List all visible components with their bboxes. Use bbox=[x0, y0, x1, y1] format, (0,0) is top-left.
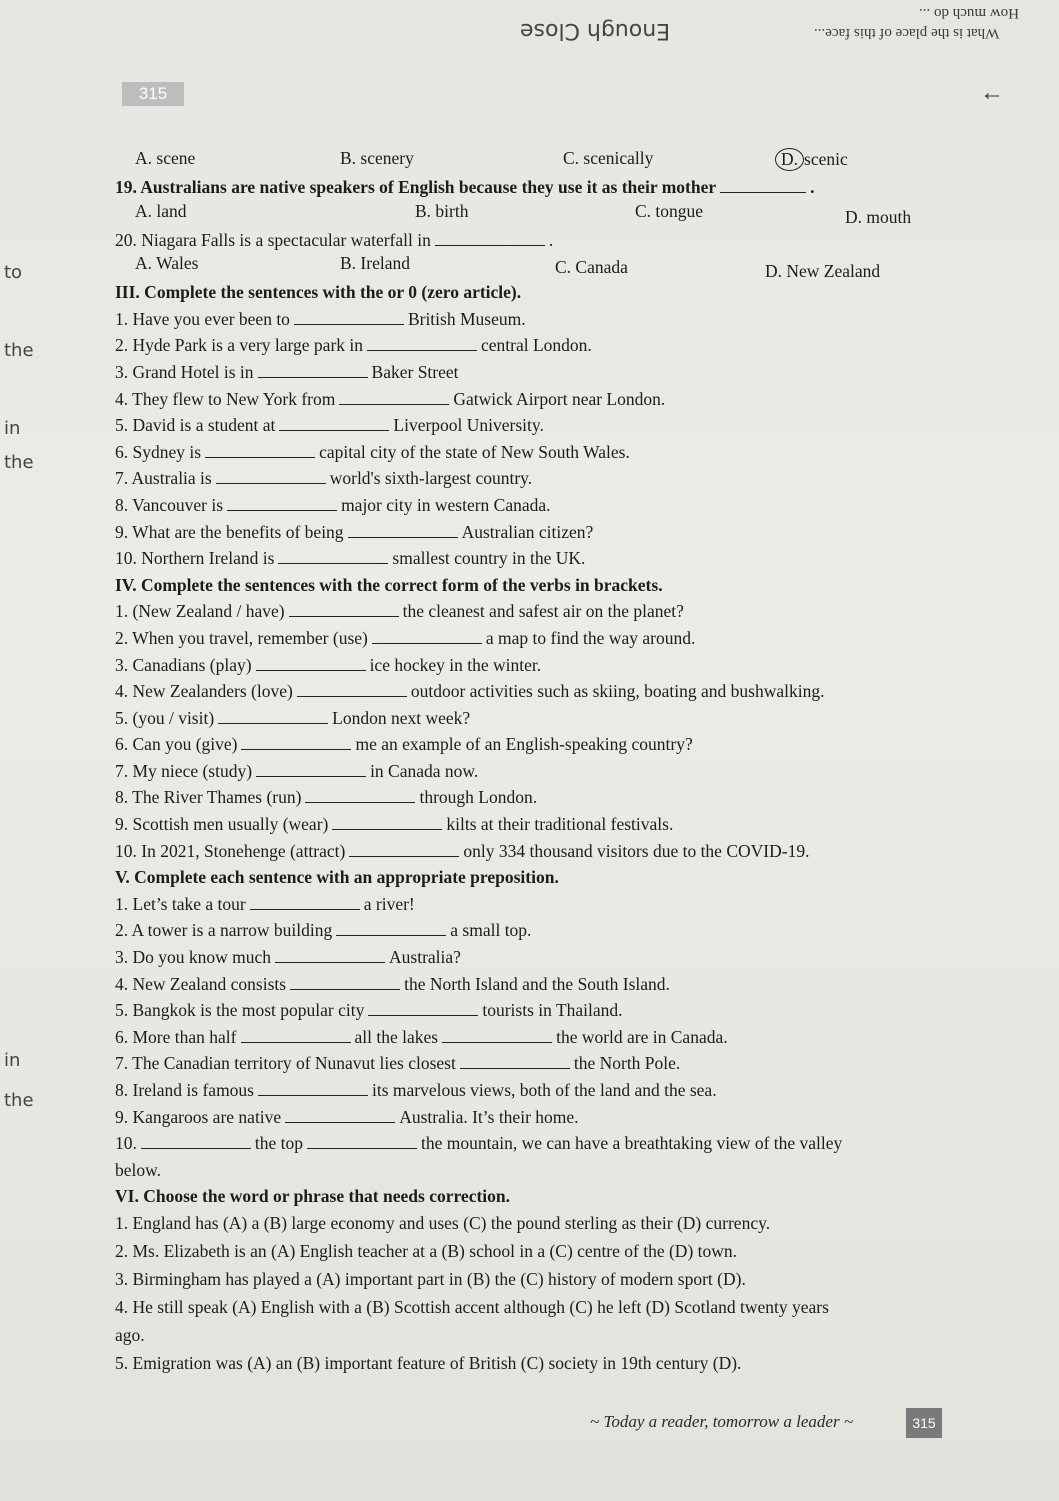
list-item: 1. Let’s take a tour a river! bbox=[115, 893, 415, 914]
handwriting-note: Enough Close bbox=[520, 18, 671, 43]
list-item: 8. The River Thames (run) through London. bbox=[115, 787, 538, 808]
option-a[interactable]: A. Wales bbox=[135, 253, 199, 274]
page-number-bottom: 315 bbox=[906, 1408, 942, 1438]
list-item: 4. They flew to New York from Gatwick Airport near London. bbox=[115, 388, 666, 409]
list-item: 2. Hyde Park is a very large park in central London. bbox=[115, 335, 592, 356]
footer-motto: ~ Today a reader, tomorrow a leader ~ bbox=[590, 1412, 854, 1431]
section-3-items bbox=[115, 306, 975, 572]
list-item: 1. England has (A) a (B) large economy and uses (C) the pound sterling as their (D) currency. bbox=[115, 1212, 771, 1233]
margin-note: in bbox=[4, 418, 21, 439]
section-5-title: V. Complete each sentence with an appropriate preposition. bbox=[115, 867, 559, 888]
section-3-title: III. Complete the sentences with the or 0 (zero article). bbox=[115, 282, 522, 303]
list-item: 2. A tower is a narrow building a small top. bbox=[115, 920, 532, 941]
q19-options bbox=[115, 201, 975, 227]
section-6-title: VI. Choose the word or phrase that needs correction. bbox=[115, 1186, 511, 1207]
list-item: 3. Do you know much Australia? bbox=[115, 947, 461, 968]
top-text-1: How much do ... bbox=[919, 5, 1019, 21]
list-item: 5. (you / visit) London next week? bbox=[115, 707, 471, 728]
list-item: 9. Scottish men usually (wear) kilts at their traditional festivals. bbox=[115, 814, 674, 835]
option-b[interactable]: B. Ireland bbox=[340, 253, 410, 274]
q19-question: 19. Australians are native speakers of English because they use it as their mother . bbox=[115, 177, 815, 197]
option-a[interactable]: A. scene bbox=[135, 148, 196, 168]
list-item: 1. (New Zealand / have) the cleanest and safest air on the planet? bbox=[115, 601, 684, 622]
section-5-items bbox=[115, 891, 975, 1184]
option-a[interactable]: A. land bbox=[135, 200, 187, 221]
list-item: 10. In 2021, Stonehenge (attract) only 334 thousand visitors due to the COVID-19. bbox=[115, 840, 810, 861]
list-item-continuation: below. bbox=[115, 1159, 162, 1180]
list-item: 9. What are the benefits of being Australian citizen? bbox=[115, 521, 594, 542]
list-item: 4. New Zealanders (love) outdoor activities such as skiing, boating and bushwalking. bbox=[115, 681, 825, 702]
page-number-top: 315 bbox=[122, 82, 184, 106]
q20-options bbox=[115, 253, 975, 282]
list-item: 7. My niece (study) in Canada now. bbox=[115, 760, 479, 781]
option-c[interactable]: C. Canada bbox=[555, 257, 628, 278]
list-item: 7. Australia is world's sixth-largest country. bbox=[115, 468, 533, 489]
list-item: 10. the top the mountain, we can have a breathtaking view of the valley bbox=[115, 1133, 843, 1154]
list-item: 6. More than half all the lakes the world are in Canada. bbox=[115, 1026, 728, 1047]
list-item: 2. Ms. Elizabeth is an (A) English teacher at a (B) school in a (C) centre of the (D) town. bbox=[115, 1240, 738, 1261]
margin-note: in bbox=[4, 1050, 21, 1071]
option-c[interactable]: C. tongue bbox=[635, 200, 704, 221]
q18-options bbox=[115, 148, 975, 174]
list-item: 7. The Canadian territory of Nunavut lies closest the North Pole. bbox=[115, 1053, 681, 1074]
list-item: 4. He still speak (A) English with a (B) Scottish accent although (C) he left (D) Scotland twenty years bbox=[115, 1296, 829, 1317]
list-item: 1. Have you ever been to British Museum. bbox=[115, 308, 526, 329]
section-6-items bbox=[115, 1210, 975, 1378]
list-item: 9. Kangaroos are native Australia. It’s their home. bbox=[115, 1106, 579, 1127]
margin-note: the bbox=[4, 340, 34, 361]
list-item: 4. New Zealand consists the North Island and the South Island. bbox=[115, 973, 670, 994]
option-d[interactable]: D. mouth bbox=[845, 206, 912, 227]
option-b[interactable]: B. scenery bbox=[340, 148, 414, 168]
list-item: 5. Emigration was (A) an (B) important feature of British (C) society in 19th century (D). bbox=[115, 1352, 742, 1373]
option-b[interactable]: B. birth bbox=[415, 200, 469, 221]
list-item: 10. Northern Ireland is smallest country in the UK. bbox=[115, 548, 586, 569]
q20-question: 20. Niagara Falls is a spectacular waterfall in . bbox=[115, 229, 554, 250]
list-item: 5. Bangkok is the most popular city tourists in Thailand. bbox=[115, 1000, 623, 1021]
option-d[interactable]: D. New Zealand bbox=[765, 261, 881, 282]
list-item: 5. David is a student at Liverpool University. bbox=[115, 415, 544, 436]
margin-note: the bbox=[4, 452, 34, 473]
option-d-text: scenic bbox=[804, 149, 848, 169]
list-item: 8. Ireland is famous its marvelous views, both of the land and the sea. bbox=[115, 1080, 717, 1100]
list-item: 6. Can you (give) me an example of an English-speaking country? bbox=[115, 734, 693, 755]
worksheet-content bbox=[115, 148, 975, 1378]
top-text-2: What is the place of this face... bbox=[813, 25, 999, 41]
list-item: 3. Canadians (play) ice hockey in the winter. bbox=[115, 654, 542, 675]
option-c[interactable]: C. scenically bbox=[563, 148, 654, 168]
section-4-title: IV. Complete the sentences with the correct form of the verbs in brackets. bbox=[115, 574, 663, 595]
list-item: 3. Birmingham has played a (A) important part in (B) the (C) history of modern sport (D). bbox=[115, 1268, 746, 1289]
list-item: 3. Grand Hotel is in Baker Street bbox=[115, 361, 459, 382]
margin-note: to bbox=[4, 262, 23, 283]
list-item: 6. Sydney is capital city of the state of New South Wales. bbox=[115, 441, 630, 462]
list-item: 2. When you travel, remember (use) a map to find the way around. bbox=[115, 627, 696, 648]
margin-note: the bbox=[4, 1090, 34, 1111]
section-4-items bbox=[115, 598, 975, 864]
arrow-icon: ← bbox=[980, 80, 1004, 106]
option-d[interactable]: D. scenic bbox=[775, 148, 848, 171]
list-item-continuation: ago. bbox=[115, 1324, 145, 1345]
list-item: 8. Vancouver is major city in western Canada. bbox=[115, 494, 551, 515]
